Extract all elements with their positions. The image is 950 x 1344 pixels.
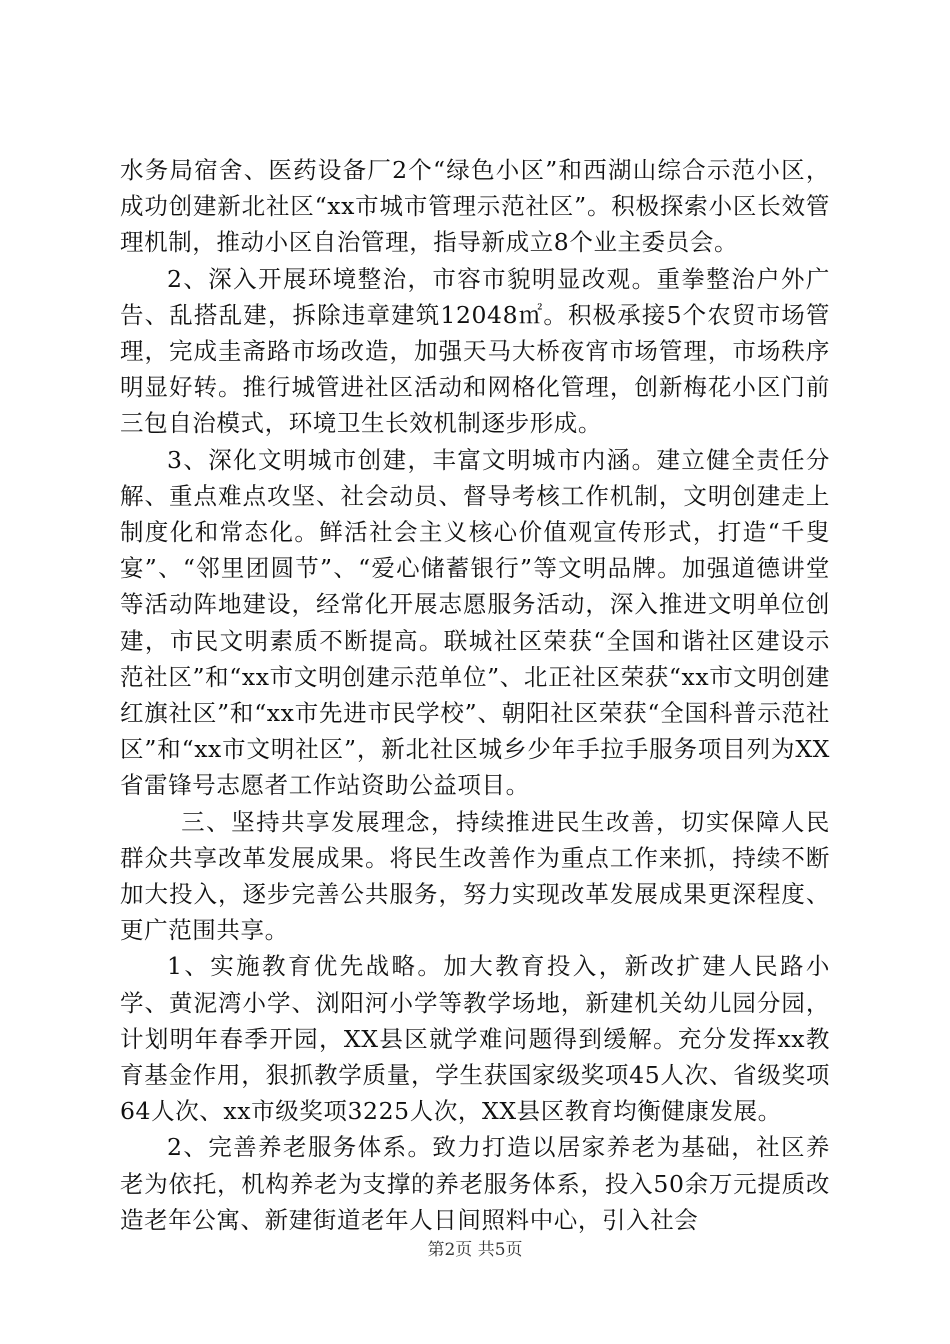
paragraph-environment: 2、深入开展环境整治，市容市貌明显改观。重拳整治户外广告、乱搭乱建，拆除违章建筑12048㎡。积极承接5个农贸市场管理，完成圭斋路市场改造，加强天马大桥夜宵市场管理，市场秩序明显好转。推行城管进社区活动和网格化管理，创新梅花小区门前三包自治模式，环境卫生长效机制逐步形成。 [120, 264, 830, 438]
paragraph-elderly-care: 2、完善养老服务体系。致力打造以居家养老为基础，社区养老为依托，机构养老为支撑的养老服务体系，投入50余万元提质改造老年公寓、新建街道老年人日间照料中心，引入社会 [120, 1133, 830, 1234]
paragraph-civilization: 3、深化文明城市创建，丰富文明城市内涵。建立健全责任分解、重点难点攻坚、社会动员、督导考核工作机制，文明创建走上制度化和常态化。鲜活社会主义核心价值观宣传形式，打造“千叟宴”、“邻里团圆节”、“爱心储蓄银行”等文明品牌。加强道德讲堂等活动阵地建设，经常化开展志愿服务活动，深入推进文明单位创建，市民文明素质不断提高。联城社区荣获“全国和谐社区建设示范社区”和“xx市文明创建示范单位”、北正社区荣获“xx市文明创建红旗社区”和“xx市先进市民学校”、朝阳社区荣获“全国科普示范社区”和“xx市文明社区”，新北社区城乡少年手拉手服务项目列为XX省雷锋号志愿者工作站资助公益项目。 [120, 445, 830, 800]
paragraph-continuation: 水务局宿舍、医药设备厂2个“绿色小区”和西湖山综合示范小区，成功创建新北社区“xx市城市管理示范社区”。积极探索小区长效管理机制，推动小区自治管理，指导新成立8个业主委员会。 [120, 156, 830, 257]
document-body [120, 152, 830, 1238]
section-heading-shared-development: 三、坚持共享发展理念，持续推进民生改善，切实保障人民群众共享改革发展成果。将民生改善作为重点工作来抓，持续不断加大投入，逐步完善公共服务，努力实现改革发展成果更深程度、更广范围共享。 [120, 807, 830, 945]
page-number-footer: 第2页 共5页 [427, 1240, 523, 1260]
paragraph-education: 1、实施教育优先战略。加大教育投入，新改扩建人民路小学、黄泥湾小学、浏阳河小学等教学场地，新建机关幼儿园分园，计划明年春季开园，XX县区就学难问题得到缓解。充分发挥xx教育基金作用，狠抓教学质量，学生获国家级奖项45人次、省级奖项64人次、xx市级奖项3225人次，XX县区教育均衡健康发展。 [120, 952, 830, 1126]
